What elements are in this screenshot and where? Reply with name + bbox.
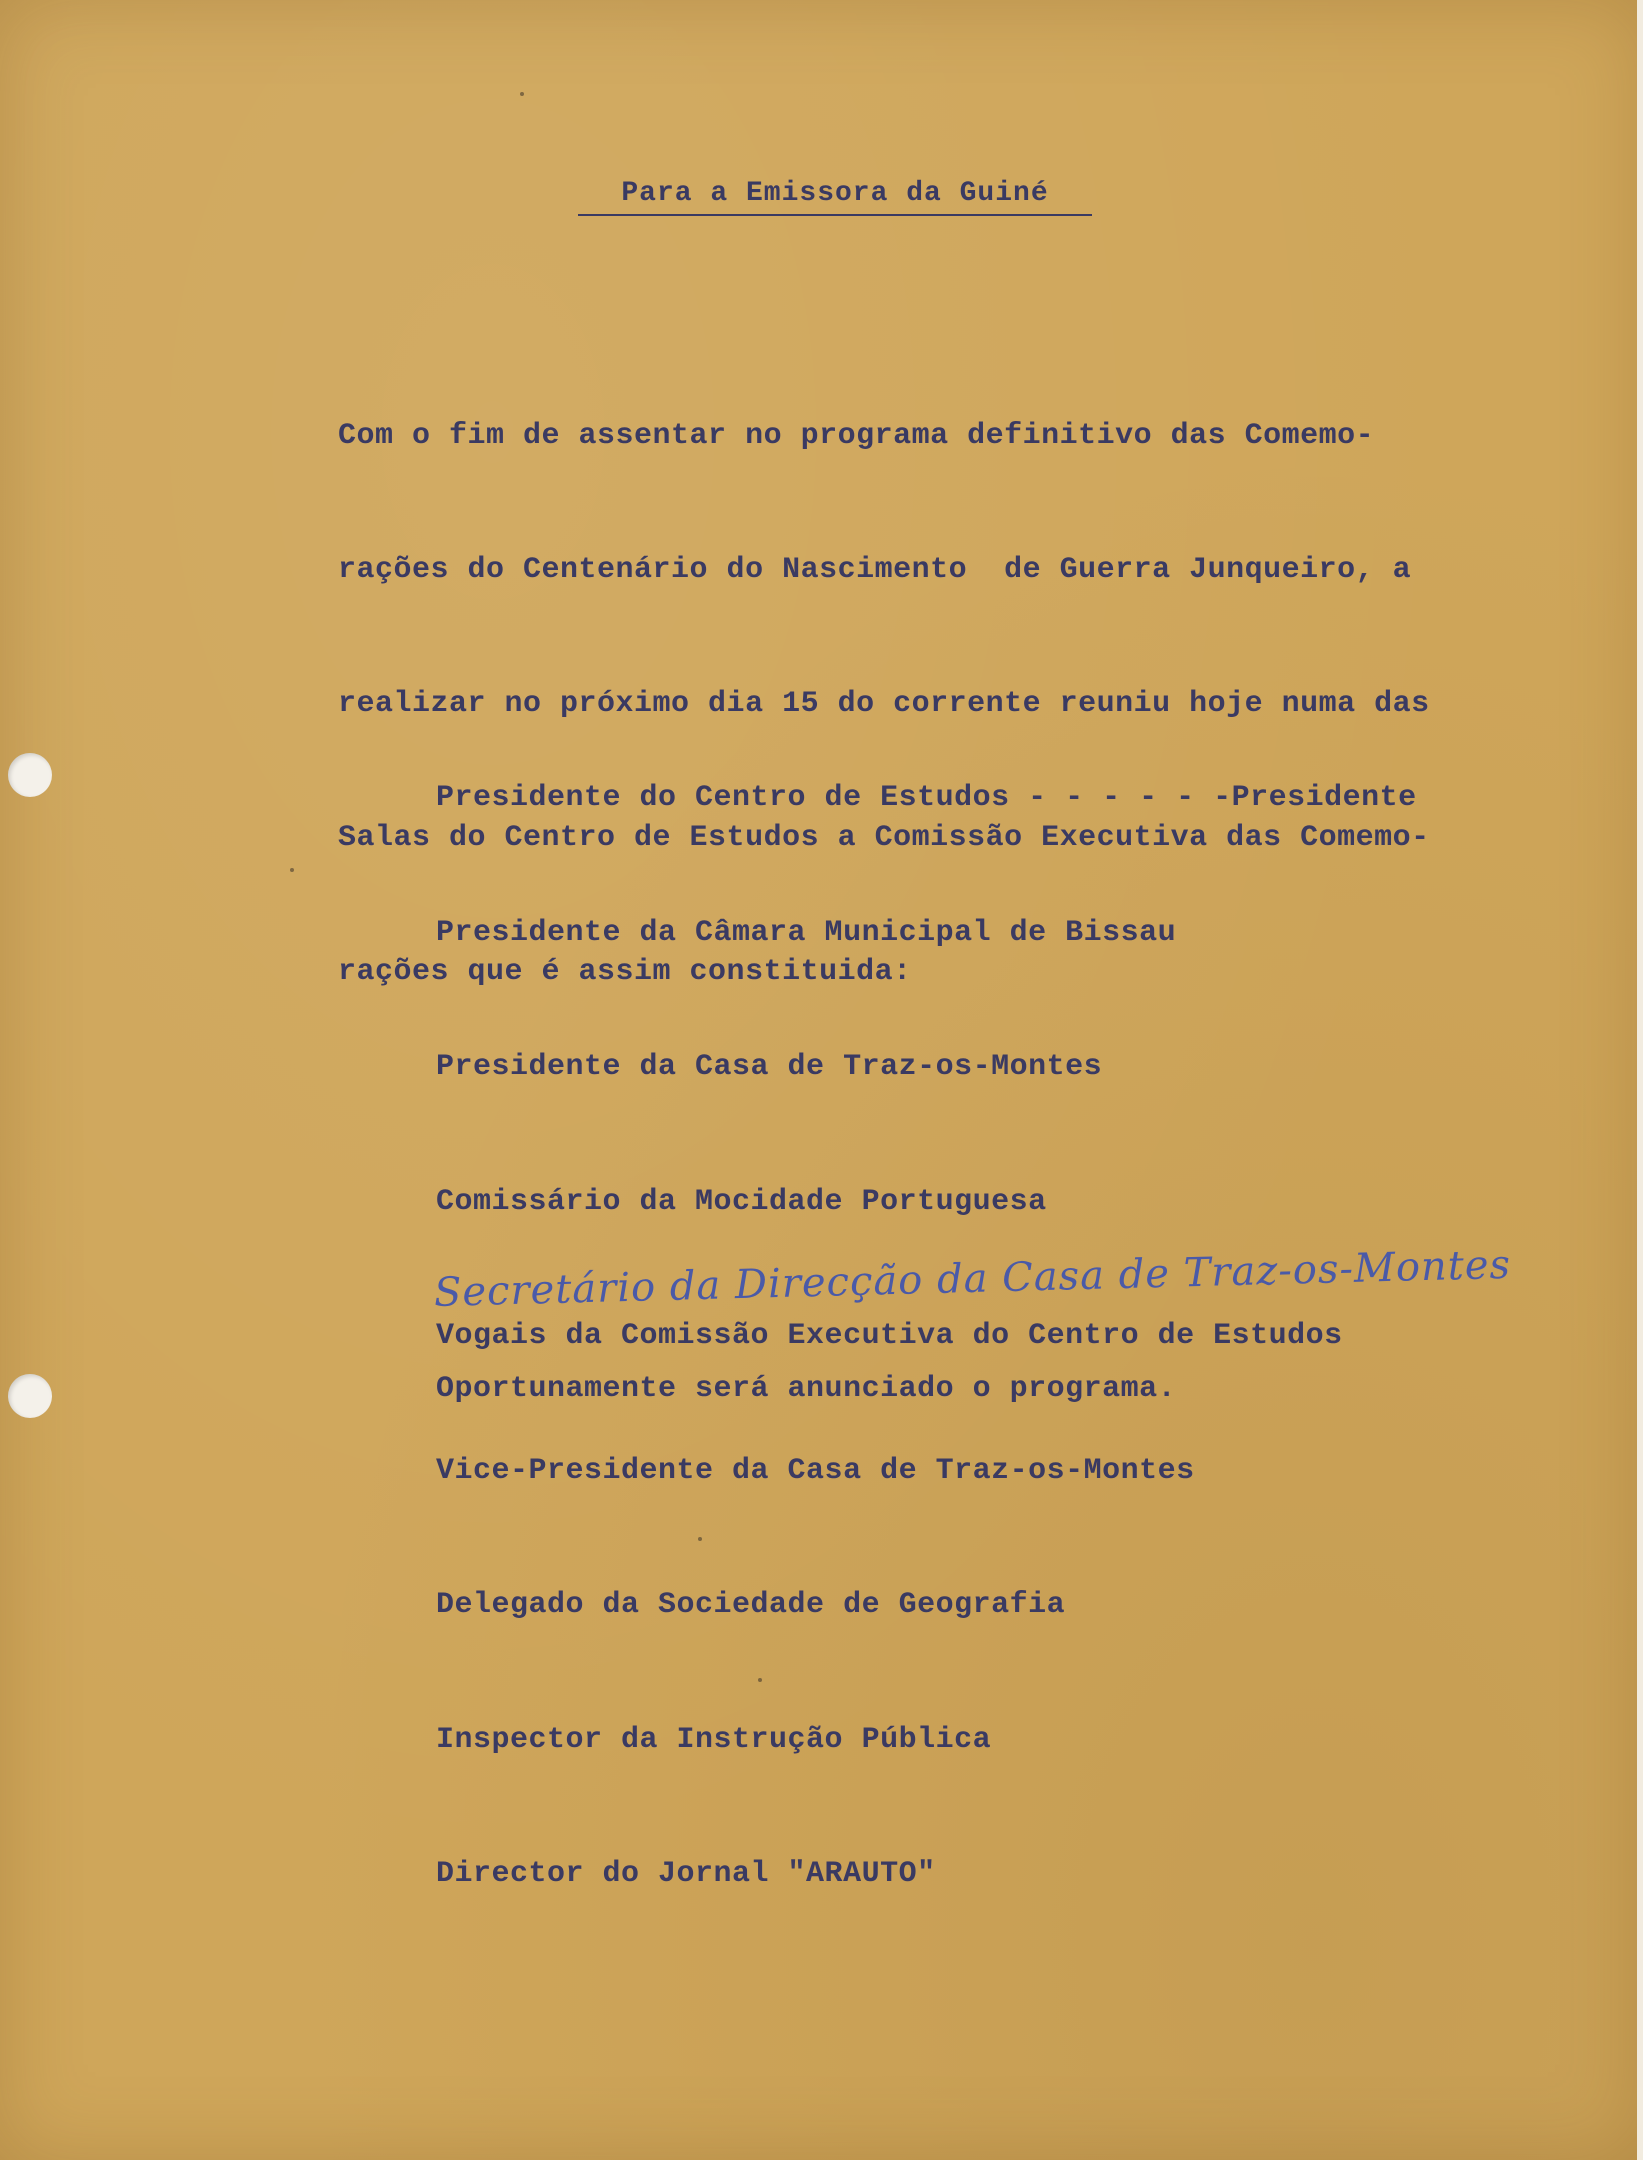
- punch-hole-bottom: [8, 1374, 52, 1418]
- paragraph-line: Com o fim de assentar no programa definitivo das Comemo-: [338, 419, 1375, 453]
- list-item: Vice-Presidente da Casa de Traz-os-Montes: [436, 1453, 1195, 1488]
- paragraph-line: rações que é assim constituida:: [338, 955, 912, 989]
- document-title: Para a Emissora da Guiné: [621, 178, 1049, 209]
- title-underline: [578, 214, 1092, 216]
- list-item: Presidente da Casa de Traz-os-Montes: [436, 1050, 1103, 1084]
- paragraph-line: Salas do Centro de Estudos a Comissão Executiva das Comemo-: [338, 821, 1430, 855]
- committee-member-list: [436, 708, 1516, 1987]
- handwritten-annotation: Secretário da Direcção da Casa de Traz-os-Montes: [433, 1241, 1512, 1316]
- list-item: Presidente do Centro de Estudos - - - - - -Presidente: [436, 781, 1417, 815]
- paragraph-line: rações do Centenário do Nascimento de Guerra Junqueiro, a: [338, 553, 1412, 587]
- list-item: Vogais da Comissão Executiva do Centro de Estudos: [436, 1319, 1343, 1353]
- list-item: Presidente da Câmara Municipal de Bissau: [436, 915, 1177, 950]
- paper-speck: [290, 868, 294, 872]
- punch-hole-top: [8, 753, 52, 797]
- list-item: Delegado da Sociedade de Geografia: [436, 1588, 1066, 1622]
- list-item: Inspector da Instrução Pública: [436, 1722, 992, 1757]
- page-edge: [1637, 0, 1643, 2160]
- paper-speck: [520, 92, 524, 96]
- closing-sentence: Oportunamente será anunciado o programa.: [436, 1372, 1177, 1406]
- paragraph-line: realizar no próximo dia 15 do corrente reuniu hoje numa das: [338, 687, 1430, 721]
- list-item: Director do Jornal "ARAUTO": [436, 1857, 936, 1891]
- list-item: Comissário da Mocidade Portuguesa: [436, 1184, 1047, 1219]
